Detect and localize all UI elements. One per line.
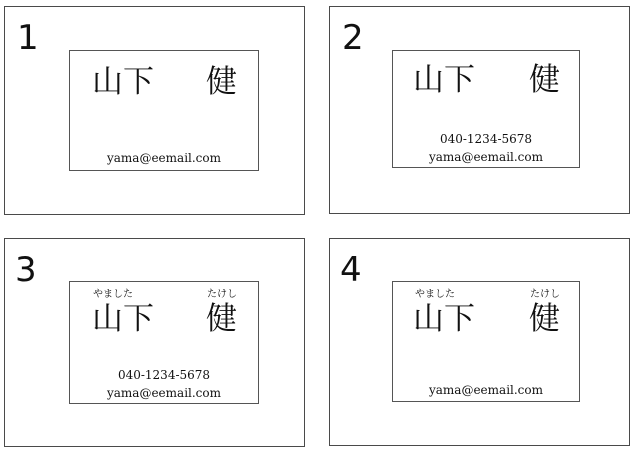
phone-number: 040-1234-5678 (117, 368, 211, 382)
family-name-reading: やました (415, 289, 455, 300)
layout-panel-1 (4, 6, 305, 215)
panel-number: 4 (340, 250, 362, 290)
given-name-reading: たけし (207, 289, 237, 300)
email-address: yama@eemail.com (106, 386, 222, 400)
panel-number: 1 (17, 18, 39, 58)
given-name-reading: たけし (530, 289, 560, 300)
given-name: 健 (206, 64, 237, 100)
business-card (69, 281, 259, 404)
email-address: yama@eemail.com (428, 150, 544, 164)
email-address: yama@eemail.com (428, 383, 544, 397)
layout-panel-2 (329, 6, 630, 214)
family-name: 山下 (92, 301, 154, 337)
panel-number: 3 (15, 250, 37, 290)
panel-number: 2 (342, 18, 364, 58)
given-name: 健 (206, 301, 237, 337)
given-name: 健 (529, 301, 560, 337)
business-card (69, 50, 259, 171)
business-card (392, 50, 580, 168)
given-name: 健 (529, 62, 560, 98)
email-address: yama@eemail.com (106, 151, 222, 165)
family-name: 山下 (92, 64, 154, 100)
layout-panel-4 (329, 238, 630, 446)
family-name: 山下 (413, 301, 475, 337)
family-name: 山下 (413, 62, 475, 98)
phone-number: 040-1234-5678 (439, 132, 533, 146)
business-card (392, 281, 580, 402)
layout-panel-3 (4, 238, 305, 447)
family-name-reading: やました (93, 289, 133, 300)
